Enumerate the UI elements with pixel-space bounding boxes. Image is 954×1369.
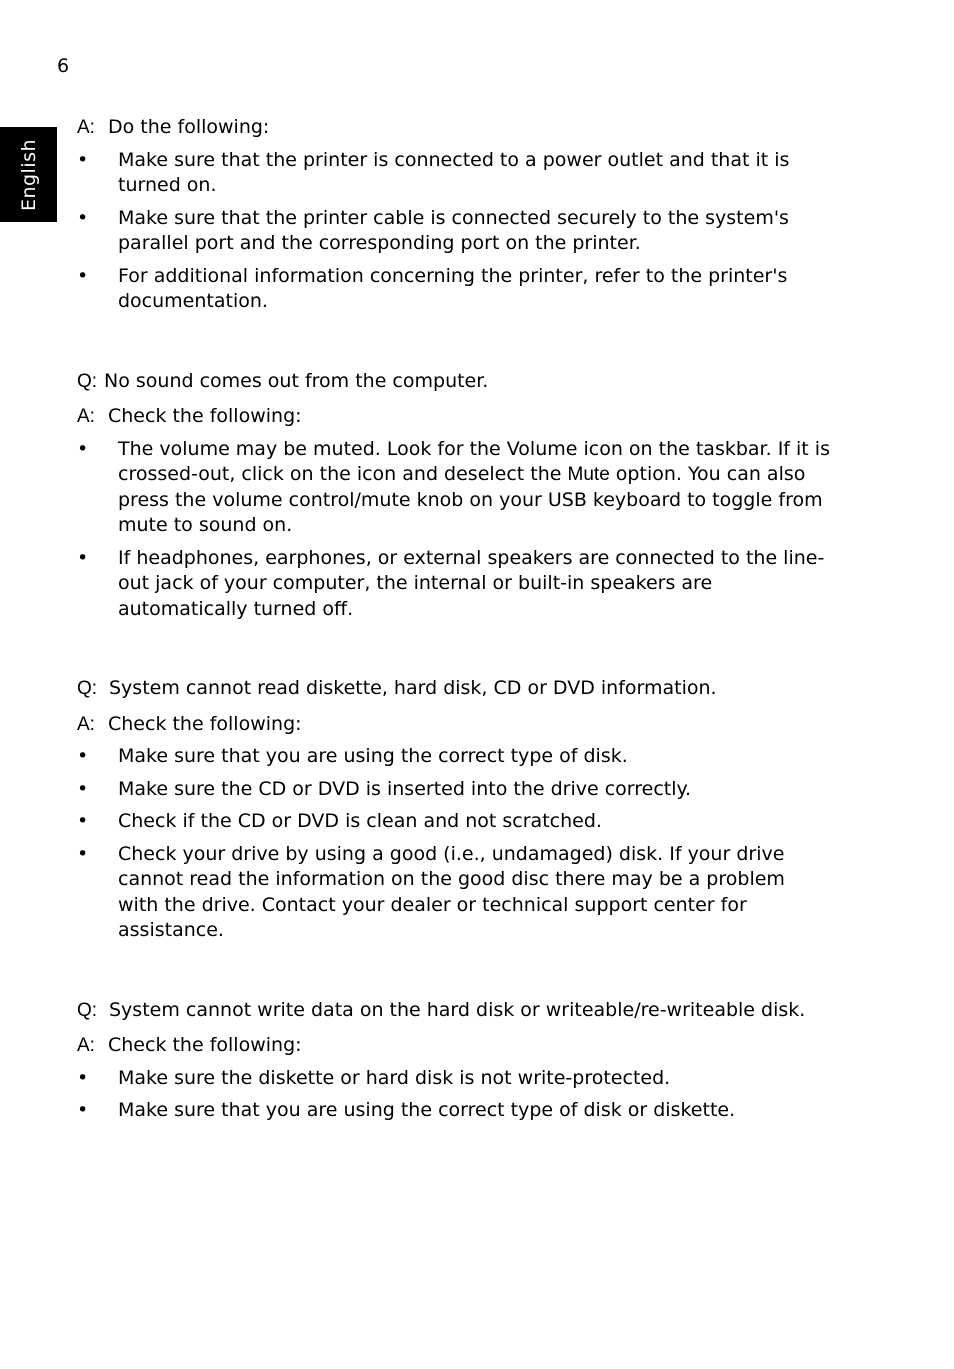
bullet-list xyxy=(77,1066,837,1124)
bullet-dot: • xyxy=(77,264,89,287)
list-item-text: If headphones, earphones, or external speakers are connected to the line-out jack of your computer, the internal or built-in speakers are automatically turned off. xyxy=(118,546,825,620)
language-tab-label: English xyxy=(17,138,40,211)
answer-intro-text: Check the following: xyxy=(108,1034,302,1056)
bullet-dot: • xyxy=(77,206,89,229)
bullet-list xyxy=(77,148,837,315)
answer-intro-text: Check the following: xyxy=(108,405,302,427)
bullet-dot: • xyxy=(77,810,89,832)
list-item-text: Make sure that the printer cable is connected securely to the system's parallel port and the corresponding port on the printer. xyxy=(118,206,789,254)
question-text: System cannot read diskette, hard disk, CD or DVD information. xyxy=(109,677,717,699)
bullet-list xyxy=(77,437,837,623)
answer-intro-text: Check the following: xyxy=(108,712,302,735)
faq-sound xyxy=(77,369,837,623)
bullet-dot: • xyxy=(77,546,89,569)
answer-intro xyxy=(77,404,837,430)
answer-label: A: xyxy=(77,1035,95,1056)
list-item xyxy=(77,264,837,315)
page-number: 6 xyxy=(57,55,70,77)
question-label: Q: xyxy=(77,678,98,699)
bullet-dot: • xyxy=(77,745,89,767)
question-text: System cannot write data on the hard disk or writeable/re-writeable disk. xyxy=(109,998,806,1021)
answer-intro xyxy=(77,712,837,738)
list-item-text: For additional information concerning the printer, refer to the printer's documentation. xyxy=(118,264,788,312)
list-item xyxy=(77,744,837,770)
list-item xyxy=(77,809,837,835)
answer-label: A: xyxy=(77,713,95,735)
bullet-dot: • xyxy=(77,437,89,460)
answer-intro xyxy=(77,115,837,141)
list-item xyxy=(77,842,837,944)
faq-printer xyxy=(77,115,837,315)
list-item xyxy=(77,777,837,803)
bullet-dot: • xyxy=(77,1099,89,1121)
bullet-dot: • xyxy=(77,1066,89,1089)
page-content xyxy=(77,115,837,1131)
faq-write-disk xyxy=(77,998,837,1124)
question xyxy=(77,676,837,702)
list-item-text: Check your drive by using a good (i.e., undamaged) disk. If your drive cannot read the information on the good disc there may be a problem with the drive. Contact your dealer or technical support center for assistance. xyxy=(118,842,785,941)
list-item-text-part: option. You can also press the volume control/mute knob on your USB keyboard to toggle from mute to sound on. xyxy=(118,463,823,536)
bullet-dot: • xyxy=(77,842,89,865)
list-item xyxy=(77,148,837,199)
language-tab xyxy=(0,127,57,222)
list-item-text xyxy=(118,437,830,539)
list-item-text: Make sure that the printer is connected to a power outlet and that it is turned on. xyxy=(118,148,790,196)
list-item xyxy=(77,1066,837,1092)
list-item xyxy=(77,437,837,539)
question-label: Q: xyxy=(77,370,98,392)
list-item-text: Make sure the diskette or hard disk is not write-protected. xyxy=(118,1066,671,1089)
list-item-text: Make sure that you are using the correct type of disk or diskette. xyxy=(118,1099,736,1121)
question xyxy=(77,369,837,395)
question xyxy=(77,998,837,1024)
question-label: Q: xyxy=(77,999,98,1021)
list-item xyxy=(77,206,837,257)
list-item xyxy=(77,546,837,623)
mute-option-term: Mute xyxy=(567,464,610,485)
answer-intro xyxy=(77,1033,837,1059)
list-item-text: Make sure the CD or DVD is inserted into the drive correctly. xyxy=(118,777,692,800)
answer-label: A: xyxy=(77,117,95,138)
bullet-list xyxy=(77,744,837,944)
bullet-dot: • xyxy=(77,777,89,800)
faq-read-disk xyxy=(77,676,837,944)
list-item-text: Check if the CD or DVD is clean and not scratched. xyxy=(118,810,602,832)
bullet-dot: • xyxy=(77,148,89,171)
question-text: No sound comes out from the computer. xyxy=(104,369,489,392)
answer-intro-text: Do the following: xyxy=(108,116,270,138)
answer-label: A: xyxy=(77,406,95,427)
list-item xyxy=(77,1098,837,1124)
list-item-text: Make sure that you are using the correct type of disk. xyxy=(118,745,628,767)
list-item-text-part: The volume may be muted. Look for the Volume icon on the taskbar. If it is crossed-out, click on the icon and deselect the xyxy=(118,437,830,485)
